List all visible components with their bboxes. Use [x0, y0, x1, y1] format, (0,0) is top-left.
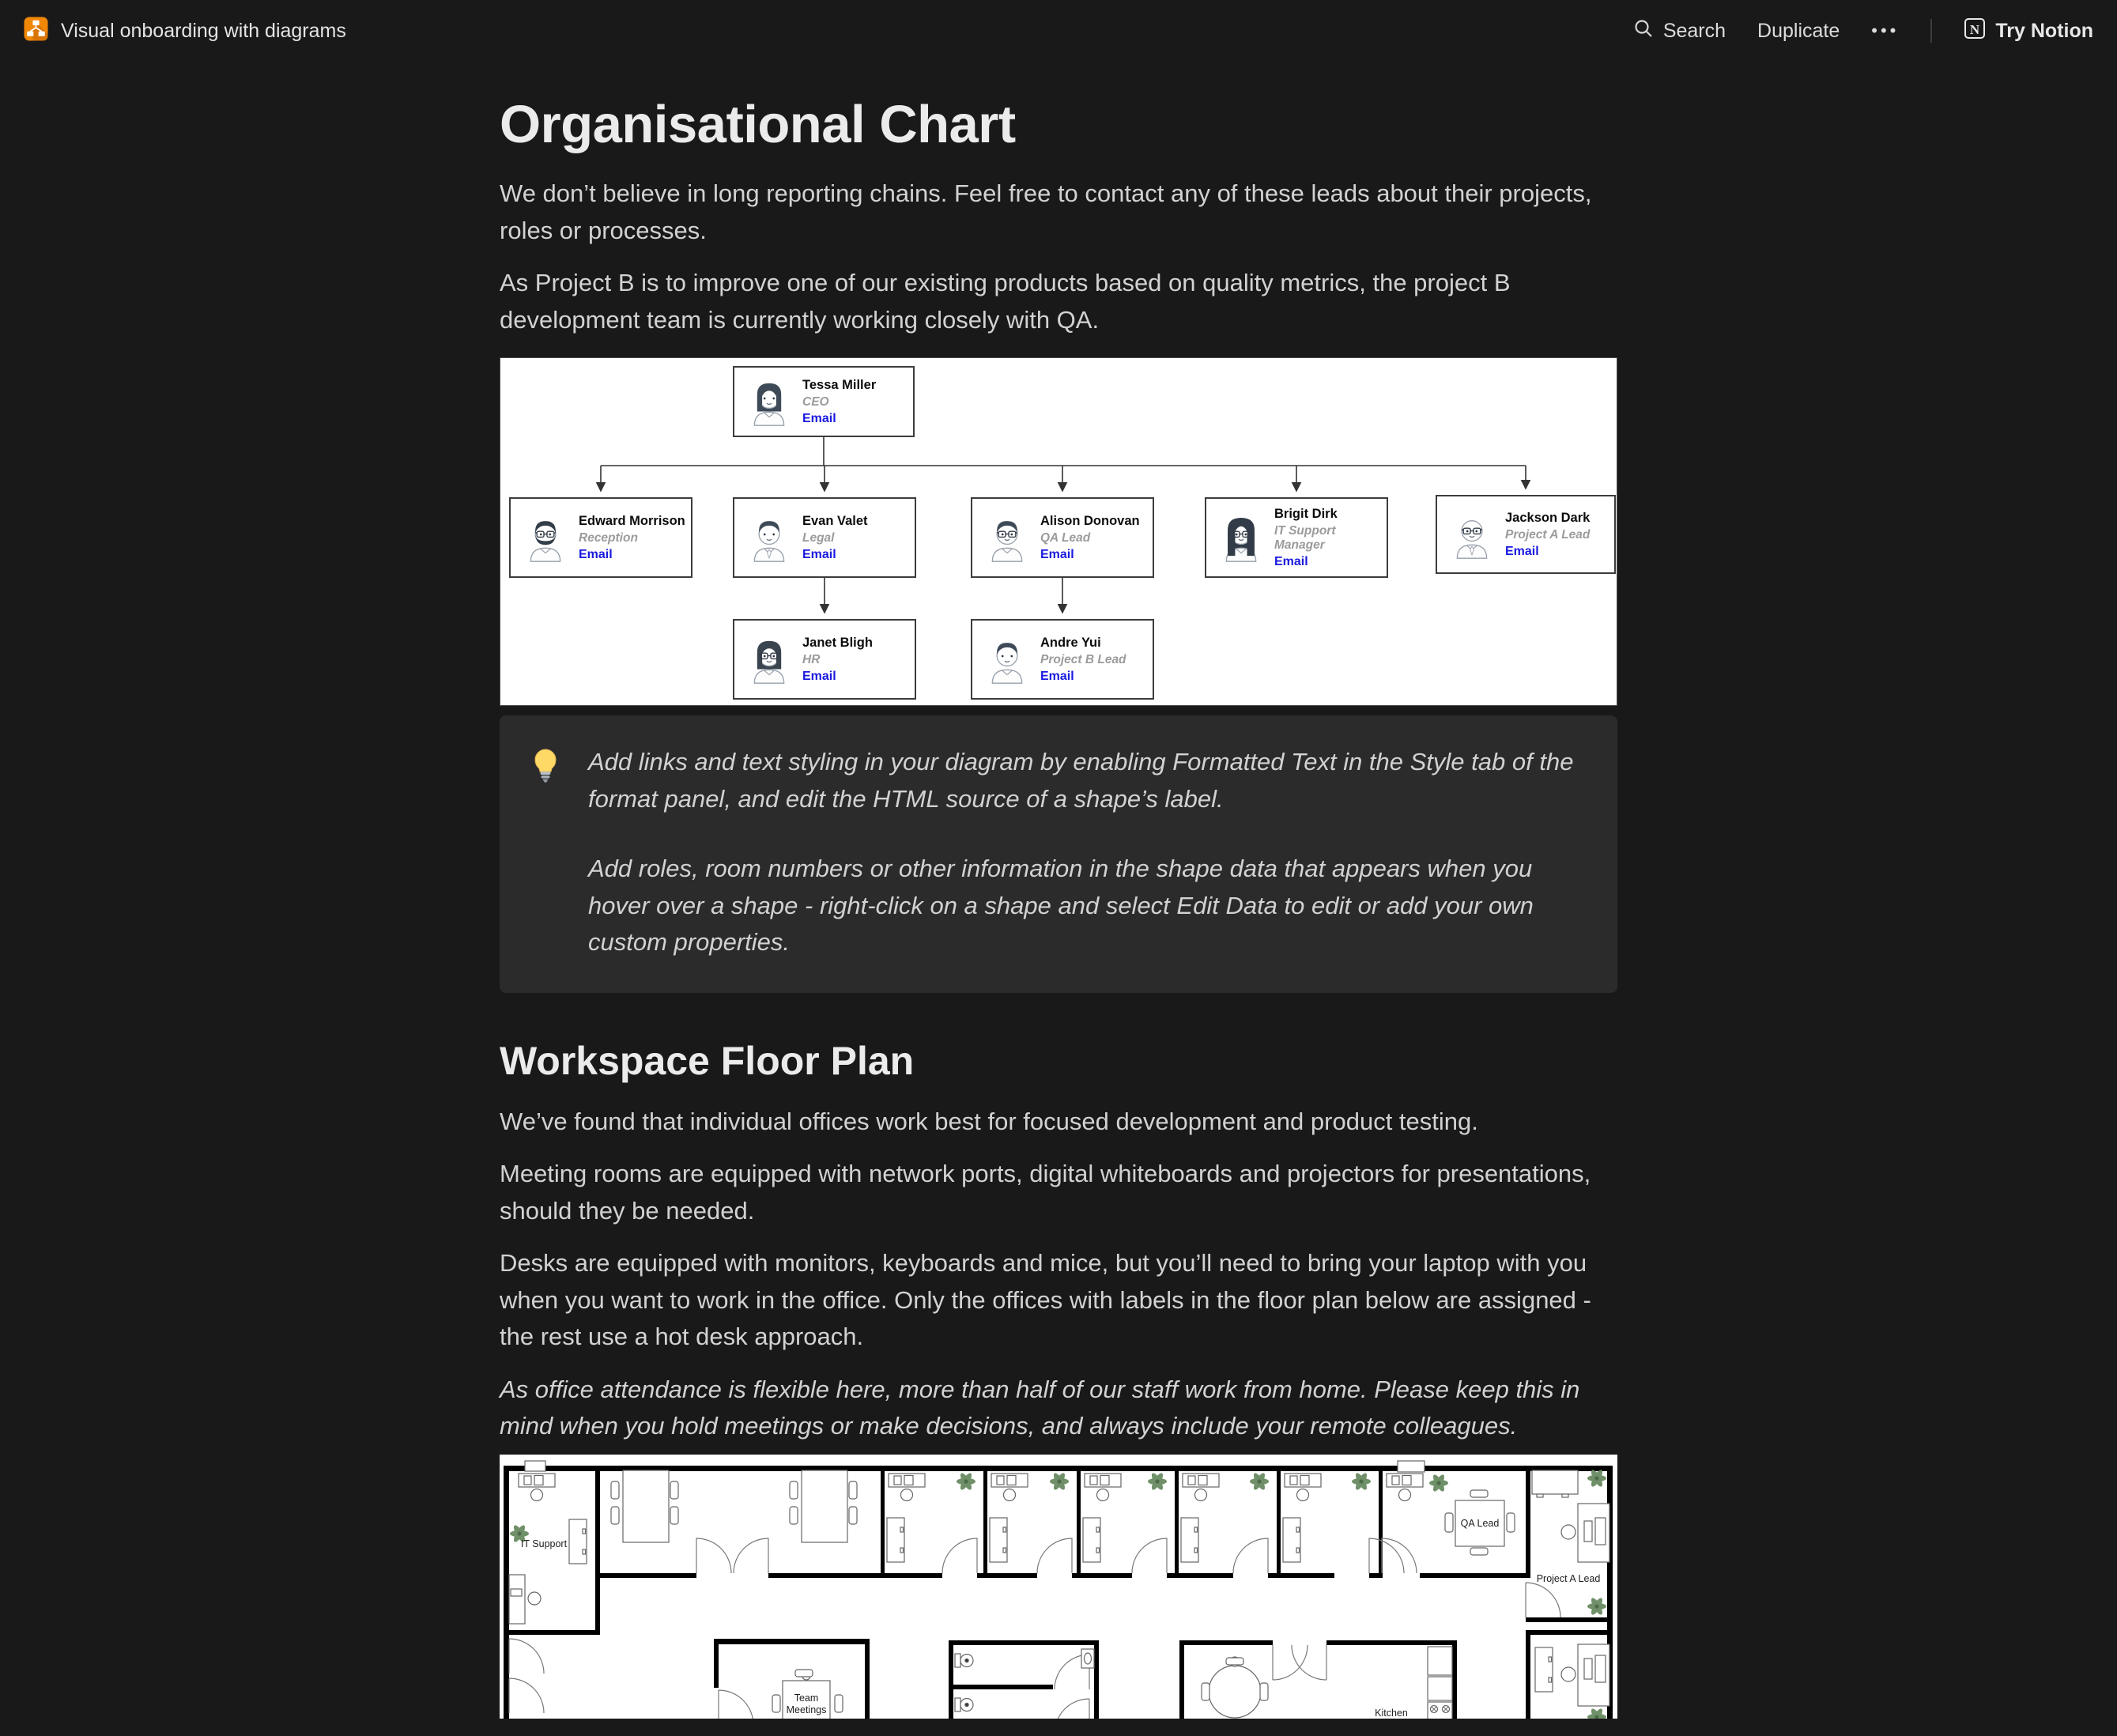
org-card-janet-bligh — [733, 619, 916, 700]
room-office-5 — [1283, 1471, 1404, 1572]
email-link[interactable]: Email — [1040, 547, 1074, 561]
room-qa-lead — [1382, 1461, 1515, 1573]
room-team-meetings — [719, 1670, 843, 1719]
room-toilets — [955, 1649, 1094, 1719]
try-notion-label: Try Notion — [1995, 19, 2093, 42]
email-link[interactable]: Email — [1274, 554, 1308, 568]
room-kitchen — [1202, 1645, 1452, 1719]
label-it-support: IT Support — [520, 1538, 568, 1549]
label-qa-lead: QA Lead — [1460, 1517, 1500, 1529]
email-link[interactable]: Email — [1040, 669, 1074, 683]
person-role: Project A Lead — [1505, 527, 1591, 542]
svg-text:N: N — [1970, 21, 1980, 37]
breadcrumb[interactable] — [24, 17, 346, 45]
person-role: QA Lead — [1040, 530, 1091, 545]
notion-logo-icon — [1964, 17, 1986, 45]
breadcrumb-title: Visual onboarding with diagrams — [61, 19, 346, 42]
corridor-doors — [509, 1639, 544, 1713]
org-card-edward-morrison — [509, 497, 692, 578]
topbar-divider — [1930, 19, 1932, 43]
page-title: Organisational Chart — [500, 95, 1016, 154]
room-office-4 — [1181, 1471, 1269, 1572]
org-card-andre-yui — [971, 619, 1154, 700]
avatar — [1220, 512, 1262, 563]
person-role: Legal — [802, 530, 835, 545]
floor-note-italic: As office attendance is flexible here, more than half of our staff work from home. Please keep this in mind when you hold meetings or make decisions, and always include your remote colleagues. — [500, 1375, 1580, 1440]
person-name: Alison Donovan — [1040, 513, 1140, 528]
room-project-a-lead — [1526, 1468, 1609, 1617]
avatar — [748, 512, 791, 563]
intro-paragraph-1: We don’t believe in long reporting chains. Feel free to contact any of these leads about their projects, roles or processes. — [500, 179, 1592, 244]
label-project-a-lead: Project A Lead — [1536, 1572, 1601, 1584]
room-it-support — [509, 1461, 587, 1624]
email-link[interactable]: Email — [1505, 544, 1539, 558]
person-role: Reception — [579, 530, 638, 545]
person-role: CEO — [802, 394, 829, 409]
avatar — [986, 634, 1028, 685]
person-name: Evan Valet — [802, 513, 868, 528]
person-name: Edward Morrison — [579, 513, 685, 528]
email-link[interactable]: Email — [802, 547, 836, 561]
callout-paragraph-1: Add links and text styling in your diagram by enabling Formatted Text in the Style tab of the format panel, and edit the HTML source of a shape’s label. — [588, 748, 1574, 813]
org-card-brigit-dirk — [1205, 497, 1388, 578]
person-name: Brigit Dirk — [1274, 506, 1338, 521]
drawio-app-icon — [24, 17, 48, 45]
top-bar — [0, 0, 2117, 62]
person-name: Tessa Miller — [802, 377, 877, 392]
floor-paragraph-2: Meeting rooms are equipped with network ports, digital whiteboards and projectors for presentations, should they be needed. — [500, 1160, 1591, 1225]
room-meeting — [611, 1470, 857, 1573]
org-chart-embed — [500, 357, 1617, 706]
floor-paragraph-3: Desks are equipped with monitors, keyboards and mice, but you’ll need to bring your laptop with you when you want to work in the office. Only the offices with labels in the floor plan below are assigned - the rest use a hot desk approach. — [500, 1249, 1591, 1351]
avatar — [986, 512, 1028, 563]
search-icon — [1633, 18, 1654, 44]
duplicate-button[interactable] — [1757, 20, 1840, 43]
label-kitchen: Kitchen — [1375, 1707, 1408, 1719]
person-role: HR — [802, 652, 821, 666]
email-link[interactable]: Email — [802, 669, 836, 683]
person-name: Janet Bligh — [802, 635, 873, 650]
email-link[interactable]: Email — [579, 547, 613, 561]
avatar — [1451, 509, 1493, 560]
tip-callout — [500, 715, 1617, 993]
avatar — [524, 512, 567, 563]
org-card-alison-donovan — [971, 497, 1154, 578]
person-role: Project B Lead — [1040, 652, 1126, 666]
ellipsis-icon: ••• — [1871, 21, 1900, 40]
email-link[interactable]: Email — [802, 411, 836, 425]
floor-plan-drawing — [500, 1455, 1617, 1719]
room-office-1 — [887, 1471, 977, 1572]
floor-plan-heading: Workspace Floor Plan — [500, 1038, 915, 1083]
room-office-3 — [1083, 1471, 1167, 1572]
avatar — [748, 376, 791, 427]
topbar-actions — [1633, 17, 2093, 45]
org-card-evan-valet — [733, 497, 916, 578]
callout-paragraph-2: Add roles, room numbers or other information in the shape data that appears when you hover over a shape - right-click on a shape and select Edit Data to edit or add your own custom properties. — [588, 855, 1534, 957]
callout-text — [588, 744, 1581, 961]
page-content — [500, 93, 1617, 1719]
org-card-tessa-miller — [733, 366, 915, 437]
person-name: Andre Yui — [1040, 635, 1101, 650]
search-label: Search — [1662, 19, 1726, 42]
more-options-button[interactable] — [1871, 21, 1899, 41]
room-office-bottom-right — [1535, 1644, 1609, 1719]
duplicate-label: Duplicate — [1757, 19, 1840, 42]
person-name: Jackson Dark — [1505, 510, 1591, 525]
room-office-2 — [990, 1471, 1072, 1572]
try-notion-button[interactable] — [1964, 17, 2093, 45]
label-team-meetings: Team Meetings — [786, 1692, 827, 1715]
intro-paragraph-2: As Project B is to improve one of our existing products based on quality metrics, the project B development team is currently working closely with QA. — [500, 269, 1511, 334]
lightbulb-icon — [530, 744, 564, 961]
person-role: IT Support Manager — [1274, 523, 1336, 552]
floor-paragraph-1: We’ve found that individual offices work best for focused development and product testing. — [500, 1107, 1478, 1135]
org-card-jackson-dark — [1436, 495, 1616, 574]
avatar — [748, 634, 791, 685]
search-button[interactable] — [1633, 18, 1726, 44]
floor-plan-embed — [500, 1455, 1617, 1719]
